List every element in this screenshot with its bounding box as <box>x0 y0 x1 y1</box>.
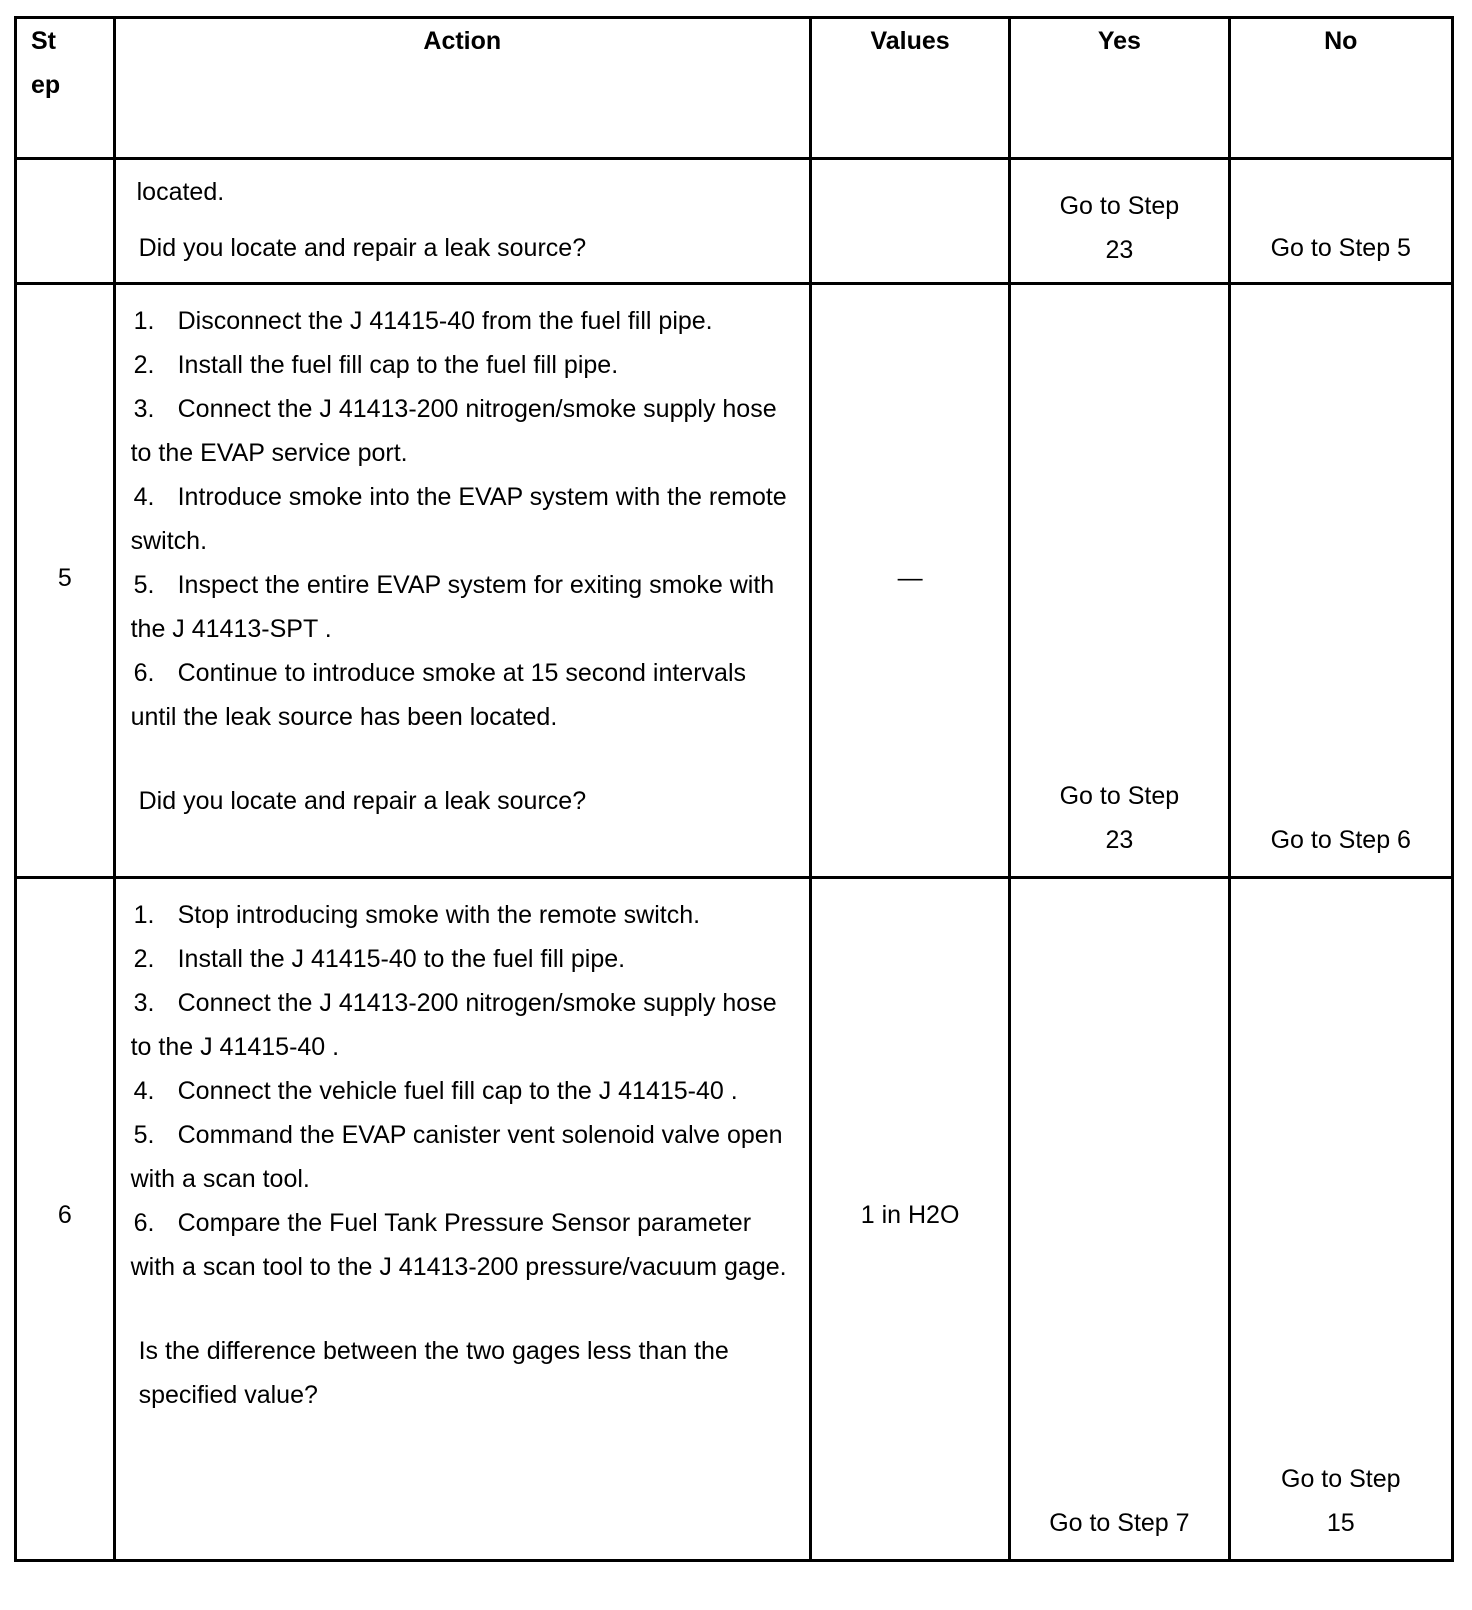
step-cell-empty <box>16 159 115 284</box>
yes-link-line2: 23 <box>1105 236 1134 264</box>
header-step <box>16 18 115 159</box>
action-cell <box>114 159 810 284</box>
no-link: Go to Step 6 <box>1270 826 1411 854</box>
list-item: 2. Install the fuel fill cap to the fuel fill pipe. <box>133 351 619 379</box>
yes-cell <box>1010 159 1229 284</box>
no-link-line2: 15 <box>1326 1509 1355 1537</box>
no-link-line1: Go to Step <box>1281 1465 1401 1493</box>
no-cell <box>1229 284 1452 878</box>
yes-cell <box>1010 878 1229 1561</box>
no-cell <box>1229 878 1452 1561</box>
values-cell <box>810 878 1009 1561</box>
list-item: 5. Inspect the entire EVAP system for exiting smoke with the J 41413-SPT . <box>130 571 775 643</box>
yes-cell <box>1010 284 1229 878</box>
question-text: Did you locate and repair a leak source? <box>138 234 587 262</box>
value-text: — <box>897 564 923 592</box>
step-number: 5 <box>57 564 72 592</box>
question-text: Did you locate and repair a leak source? <box>138 787 587 815</box>
list-item: 1. Stop introducing smoke with the remote switch. <box>133 901 701 929</box>
header-values: Values <box>810 18 1009 159</box>
list-item: 6. Continue to introduce smoke at 15 second intervals until the leak source has been located. <box>130 659 746 731</box>
table-header-row <box>16 18 1453 159</box>
action-list <box>131 299 789 739</box>
yes-link-line1: Go to Step <box>1059 782 1180 810</box>
header-step-line1: St <box>31 27 56 55</box>
values-cell <box>810 284 1009 878</box>
yes-link: Go to Step 7 <box>1049 1509 1190 1537</box>
no-cell <box>1229 159 1452 284</box>
question-text: Is the difference between the two gages less than the specified value? <box>138 1337 729 1409</box>
step-cell <box>16 878 115 1561</box>
yes-link-line2: 23 <box>1105 826 1134 854</box>
values-cell <box>810 159 1009 284</box>
table-row-step-6 <box>16 878 1453 1561</box>
header-no: No <box>1229 18 1452 159</box>
header-action: Action <box>114 18 810 159</box>
diagnostic-steps-table <box>14 16 1454 1562</box>
list-item: 4. Connect the vehicle fuel fill cap to the J 41415-40 . <box>133 1077 738 1105</box>
table-row-step-5 <box>16 284 1453 878</box>
list-item: 3. Connect the J 41413-200 nitrogen/smoke supply hose to the EVAP service port. <box>130 395 777 467</box>
value-text: 1 in H2O <box>860 1201 960 1229</box>
action-tail-text: located. <box>136 178 225 206</box>
action-cell <box>114 284 810 878</box>
action-list <box>131 893 789 1289</box>
list-item: 5. Command the EVAP canister vent solenoid valve open with a scan tool. <box>130 1121 783 1193</box>
action-cell <box>114 878 810 1561</box>
list-item: 2. Install the J 41415-40 to the fuel fill pipe. <box>133 945 626 973</box>
header-step-line2: ep <box>31 71 61 99</box>
list-item: 4. Introduce smoke into the EVAP system with the remote switch. <box>130 483 787 555</box>
no-link: Go to Step 5 <box>1270 234 1411 262</box>
step-number: 6 <box>57 1201 72 1229</box>
yes-link-line1: Go to Step <box>1059 192 1180 220</box>
list-item: 6. Compare the Fuel Tank Pressure Sensor parameter with a scan tool to the J 41413-200 pressure/vacuum gage. <box>130 1209 787 1281</box>
header-yes: Yes <box>1010 18 1229 159</box>
list-item: 1. Disconnect the J 41415-40 from the fuel fill pipe. <box>133 307 713 335</box>
step-cell <box>16 284 115 878</box>
table-row-continued <box>16 159 1453 284</box>
list-item: 3. Connect the J 41413-200 nitrogen/smoke supply hose to the J 41415-40 . <box>130 989 777 1061</box>
